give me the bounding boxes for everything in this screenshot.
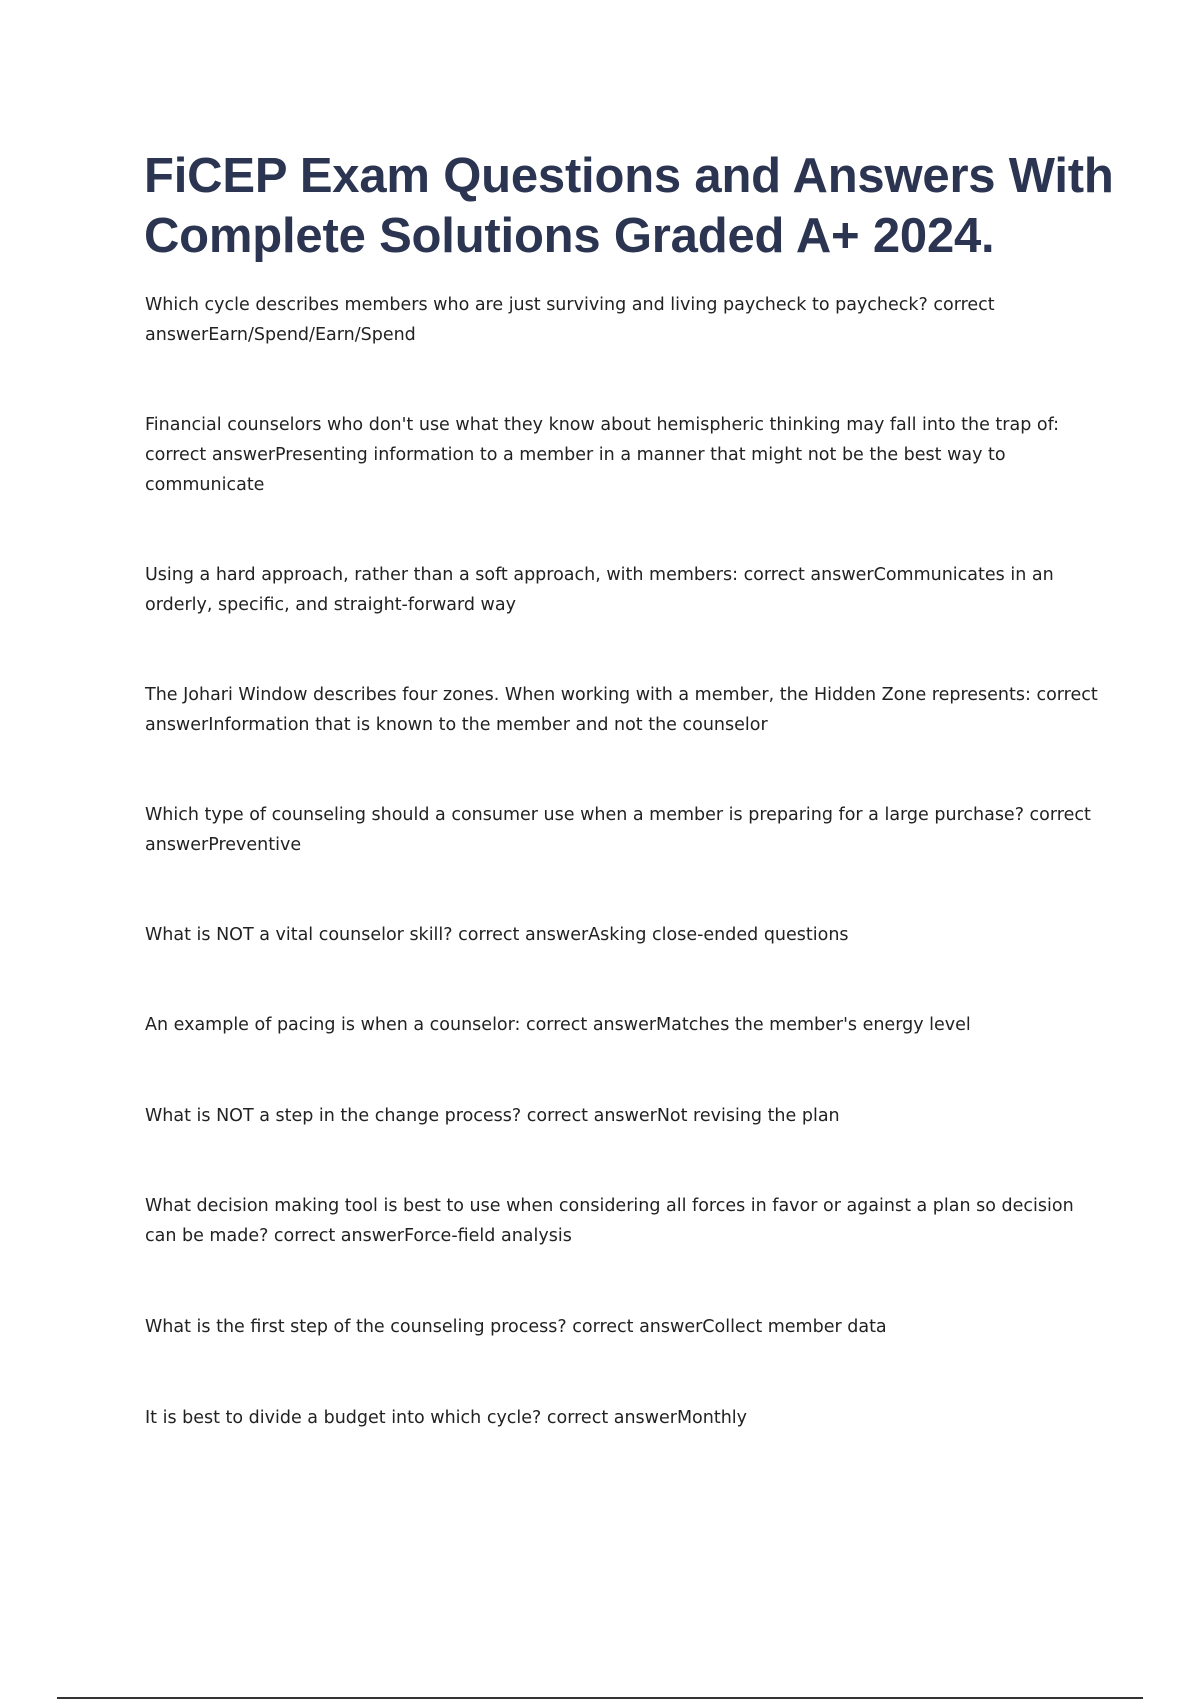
- qa-item-7: An example of pacing is when a counselor: correct answerMatches the member's energy level: [145, 1015, 971, 1035]
- footer-divider: [57, 1697, 1143, 1699]
- qa-item-9: What decision making tool is best to use when considering all forces in favor or against a plan so decision can be made? correct answerForce-field analysis: [145, 1196, 1074, 1246]
- qa-item-11: It is best to divide a budget into which cycle? correct answerMonthly: [145, 1408, 748, 1428]
- document-title: FiCEP Exam Questions and Answers With Complete Solutions Graded A+ 2024.: [144, 149, 1114, 263]
- qa-item-4: The Johari Window describes four zones. When working with a member, the Hidden Zone represents: correct answerInformation that is known to the member and not the counselor: [145, 685, 1098, 735]
- qa-item-10: What is the first step of the counseling process? correct answerCollect member data: [145, 1317, 887, 1337]
- qa-item-6: What is NOT a vital counselor skill? correct answerAsking close-ended questions: [145, 925, 849, 945]
- qa-item-1: Which cycle describes members who are just surviving and living paycheck to paycheck? correct answerEarn/Spend/Earn/Spend: [145, 295, 995, 345]
- qa-item-5: Which type of counseling should a consumer use when a member is preparing for a large purchase? correct answerPreventive: [145, 805, 1091, 855]
- qa-item-3: Using a hard approach, rather than a soft approach, with members: correct answerCommunicates in an orderly, specific, and straight-forward way: [145, 565, 1054, 615]
- qa-item-8: What is NOT a step in the change process? correct answerNot revising the plan: [145, 1106, 840, 1126]
- qa-item-2: Financial counselors who don't use what they know about hemispheric thinking may fall into the trap of: correct answerPresenting information to a member in a manner that might not be the best way to communicate: [145, 415, 1060, 495]
